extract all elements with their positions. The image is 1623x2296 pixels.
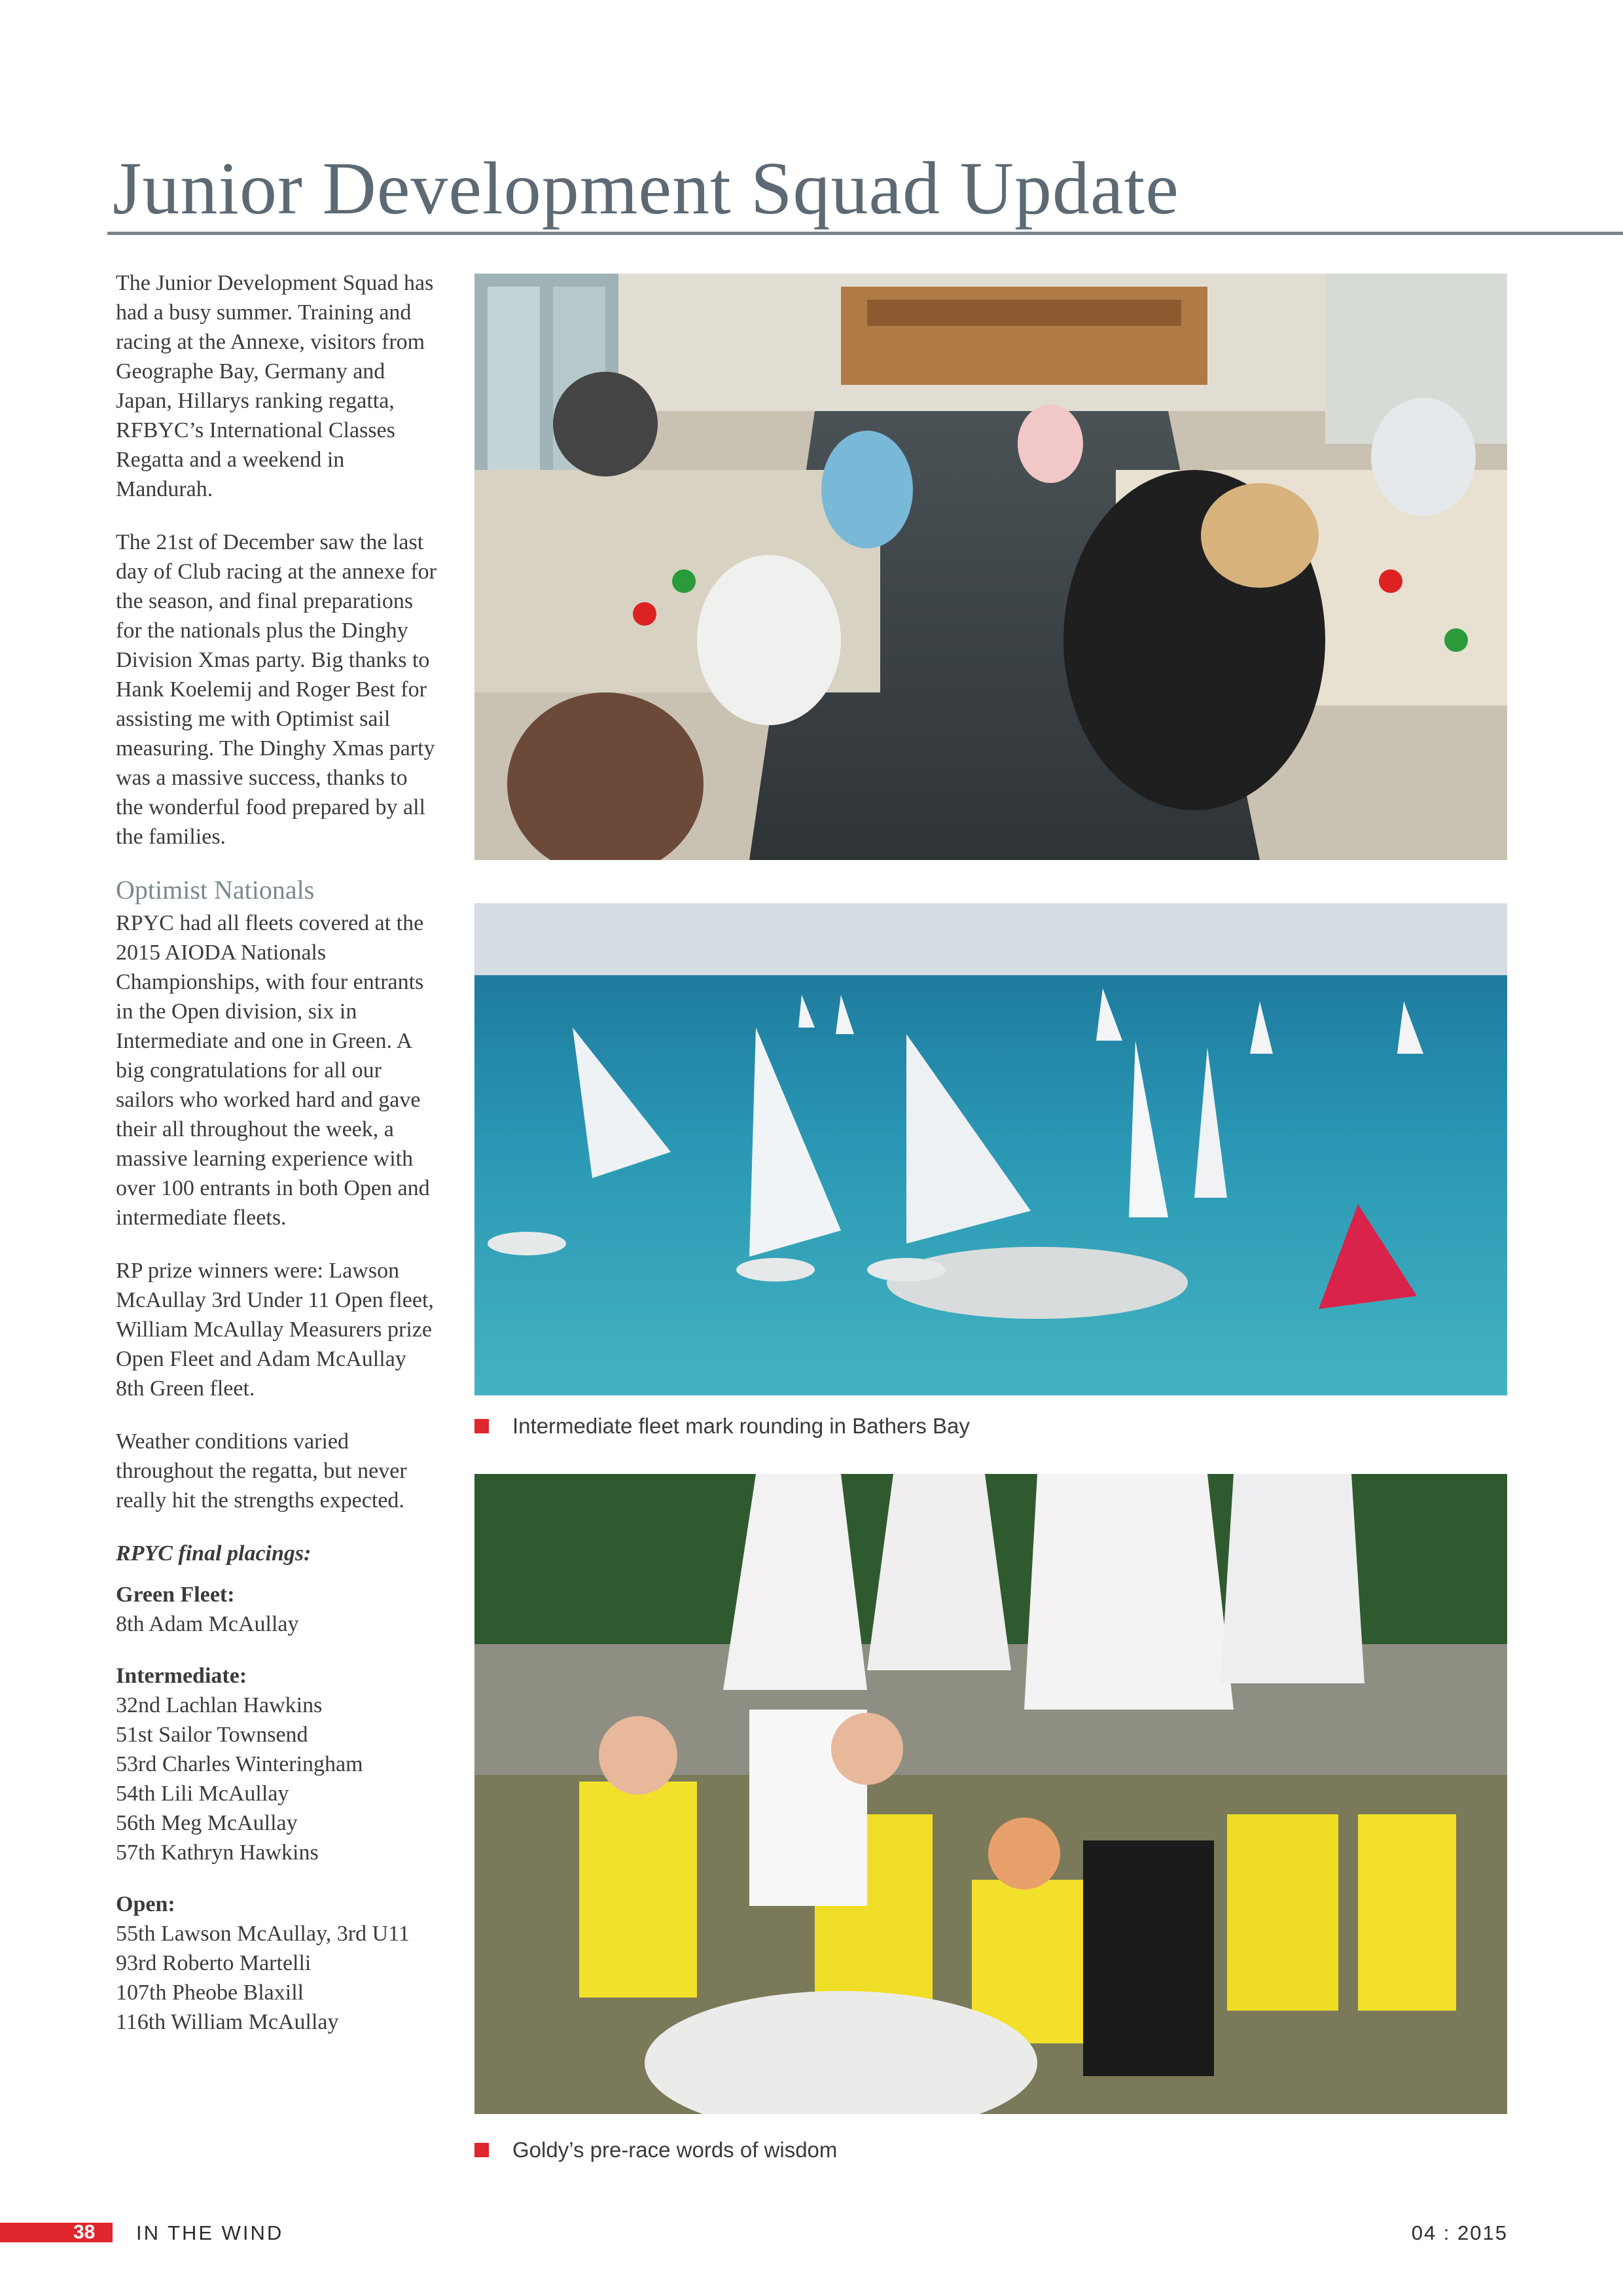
caption-marker (474, 2143, 489, 2157)
placing-item: 116th William McAullay (116, 2010, 339, 2034)
magazine-name: IN THE WIND (136, 2221, 284, 2244)
page-title: Junior Development Squad Update (113, 147, 1179, 230)
placing-item: 8th Adam McAullay (116, 1612, 299, 1636)
paragraph-prizes: RP prize winners were: Lawson McAullay 3rd Under 11 Open fleet, William McAullay Measurers prize Open Fleet and Adam McAullay 8th Green fleet. (116, 1259, 434, 1401)
subheading-optimist-nationals: Optimist Nationals (116, 875, 315, 905)
placing-item: 107th Pheobe Blaxill (116, 1981, 304, 2005)
paragraph-intro: The Junior Development Squad has had a busy summer. Training and racing at the Annexe, visitors from Geographe Bay, Germany and Japan, Hillarys ranking regatta, RFBYC’s International Classes Regatta and a weekend in Mandurah. (116, 271, 434, 501)
caption-marker (474, 1419, 489, 1433)
placing-item: 57th Kathryn Hawkins (116, 1840, 319, 1865)
page-number: 38 (73, 2221, 96, 2243)
placing-item: 53rd Charles Winteringham (116, 1752, 363, 1776)
article-column (116, 268, 437, 2059)
photo-xmas-party (474, 274, 1507, 860)
caption-mark-rounding (474, 1414, 970, 1439)
placing-item: 32nd Lachlan Hawkins (116, 1693, 323, 1717)
caption-text: Intermediate fleet mark rounding in Bathers Bay (512, 1414, 970, 1438)
placing-item: 54th Lili McAullay (116, 1782, 289, 1806)
title-rule (107, 232, 1623, 235)
intermediate-heading: Intermediate: (116, 1664, 247, 1688)
caption-text: Goldy’s pre-race words of wisdom (512, 2138, 838, 2162)
placings-intermediate (116, 1661, 437, 1867)
photo-mark-rounding (474, 903, 1507, 1395)
placing-item: 51st Sailor Townsend (116, 1723, 308, 1747)
footer-accent-bar (0, 2223, 113, 2242)
paragraph-december: The 21st of December saw the last day of Club racing at the annexe for the season, and final preparations for the nationals plus the Dinghy Division Xmas party. Big thanks to Hank Koelemij and Roger Best for assisting me with Optimist sail measuring. The Dinghy Xmas party was a massive success, thanks to the wonderful food prepared by all the families. (116, 530, 437, 849)
paragraph-weather: Weather conditions varied throughout the regatta, but never really hit the strengths expected. (116, 1429, 407, 1513)
issue-date: 04 : 2015 (1411, 2221, 1508, 2244)
placing-item: 93rd Roberto Martelli (116, 1951, 312, 1975)
placings-green (116, 1580, 437, 1639)
placings-open (116, 1890, 437, 2037)
photo-pre-race-briefing (474, 1474, 1507, 2114)
caption-pre-race (474, 2138, 837, 2162)
placing-item: 56th Meg McAullay (116, 1811, 298, 1835)
open-heading: Open: (116, 1892, 175, 1916)
placings-heading: RPYC final placings: (116, 1541, 312, 1566)
green-heading: Green Fleet: (116, 1583, 235, 1607)
paragraph-nationals: RPYC had all fleets covered at the 2015 AIODA Nationals Championships, with four entrants in the Open division, six in Intermediate and one in Green. A big congratulations for all our sailors who worked hard and gave their all throughout the week, a massive learning experience with over 100 entrants in both Open and intermediate fleets. (116, 911, 430, 1230)
placing-item: 55th Lawson McAullay, 3rd U11 (116, 1922, 410, 1946)
